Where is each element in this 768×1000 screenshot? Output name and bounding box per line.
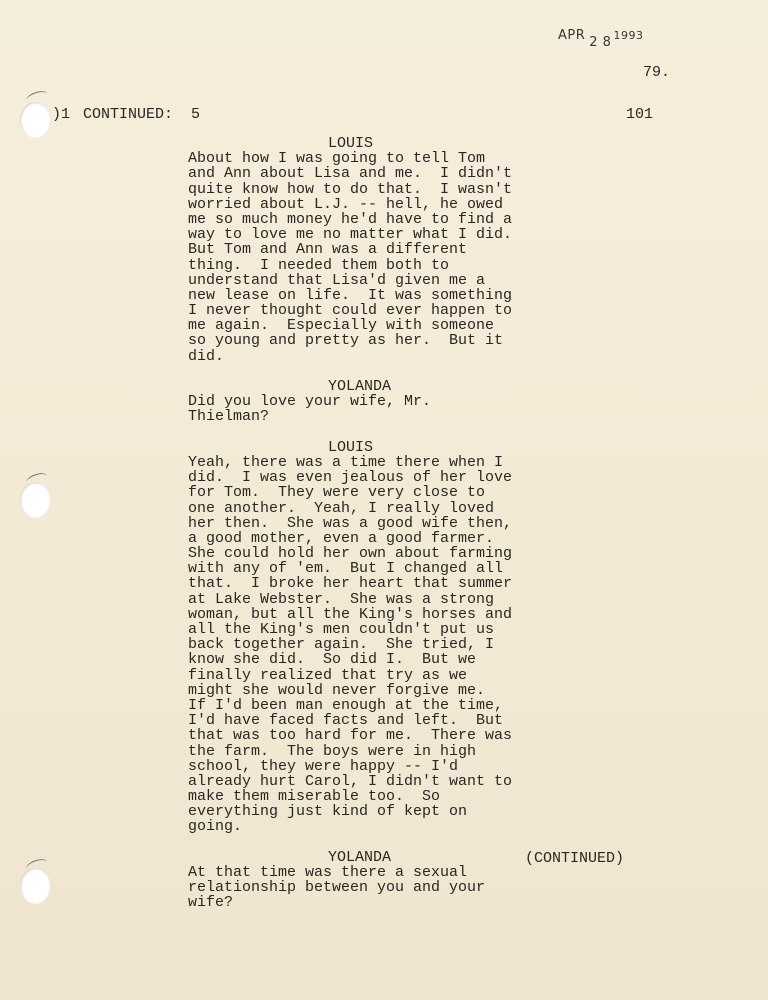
continued-footer: (CONTINUED) <box>525 850 625 867</box>
dialogue-line: at Lake Webster. She was a strong <box>188 590 495 608</box>
dialogue-line: If I'd been man enough at the time, <box>188 696 504 714</box>
dialogue-line: me again. Especially with someone <box>188 317 495 335</box>
binder-hole-top <box>20 102 50 138</box>
character-name: YOLANDA <box>328 378 392 395</box>
dialogue-line: new lease on life. It was something <box>188 286 513 304</box>
dialogue-line: going. <box>188 818 243 836</box>
binder-hole-bottom <box>20 868 50 904</box>
dialogue-line: woman, but all the King's horses and <box>188 605 513 623</box>
dialogue-line: know she did. So did I. But we <box>188 651 477 669</box>
dialogue-line: her then. She was a good wife then, <box>188 514 513 532</box>
stamp-year: 1993 <box>613 29 644 42</box>
block-spacer <box>188 425 568 440</box>
dialogue-line: I never thought could ever happen to <box>188 302 513 320</box>
binder-hole-middle <box>20 482 50 518</box>
character-name: LOUIS <box>328 135 374 152</box>
dialogue-line: so young and pretty as her. But it <box>188 332 504 350</box>
dialogue-line: already hurt Carol, I didn't want to <box>188 772 513 790</box>
stamp-day: 2 8 <box>589 35 612 50</box>
dialogue-line: relationship between you and your <box>188 879 486 897</box>
scene-number-right: 101 <box>626 106 654 123</box>
dialogue-block <box>188 440 568 835</box>
dialogue-line: back together again. She tried, I <box>188 636 495 654</box>
page-number: 79. <box>643 64 671 81</box>
dialogue-line: She could hold her own about farming <box>188 545 513 563</box>
dialogue-line: a good mother, even a good farmer. <box>188 529 495 547</box>
scene-number-left: )1 <box>52 106 71 123</box>
block-spacer <box>188 364 568 379</box>
dialogue-line: that. I broke her heart that summer <box>188 575 513 593</box>
dialogue-line: understand that Lisa'd given me a <box>188 271 486 289</box>
dialogue-line: Did you love your wife, Mr. <box>188 393 432 411</box>
dialogue-line: worried about L.J. -- hell, he owed <box>188 195 504 213</box>
continued-header: CONTINUED: 5 <box>83 106 201 123</box>
dialogue-line: one another. Yeah, I really loved <box>188 499 495 517</box>
character-name: YOLANDA <box>328 848 392 866</box>
dialogue-line: everything just kind of kept on <box>188 803 468 821</box>
dialogue-line: school, they were happy -- I'd <box>188 757 459 775</box>
dialogue-line: did. I was even jealous of her love <box>188 469 513 487</box>
dialogue-line: make them miserable too. So <box>188 788 441 806</box>
dialogue-line: with any of 'em. But I changed all <box>188 560 504 578</box>
dialogue-line: But Tom and Ann was a different <box>188 241 468 259</box>
dialogue-line: I'd have faced facts and left. But <box>188 712 504 730</box>
dialogue-line: that was too hard for me. There was <box>188 727 513 745</box>
dialogue-line: thing. I needed them both to <box>188 256 450 274</box>
dialogue-line: might she would never forgive me. <box>188 681 486 699</box>
dialogue-body <box>188 136 568 911</box>
dialogue-line: Thielman? <box>188 408 270 426</box>
dialogue-line: Yeah, there was a time there when I <box>188 453 504 471</box>
dialogue-line: for Tom. They were very close to <box>188 484 486 502</box>
dialogue-line: finally realized that try as we <box>188 666 468 684</box>
dialogue-line: way to love me no matter what I did. <box>188 226 513 244</box>
dialogue-line: the farm. The boys were in high <box>188 742 477 760</box>
date-stamp <box>558 28 644 50</box>
dialogue-block <box>188 850 568 911</box>
block-spacer <box>188 835 568 850</box>
dialogue-block <box>188 136 568 364</box>
character-name: LOUIS <box>328 438 374 456</box>
dialogue-line: At that time was there a sexual <box>188 864 468 881</box>
dialogue-line: me so much money he'd have to find a <box>188 210 513 228</box>
stamp-month: APR <box>558 28 586 43</box>
dialogue-line: quite know how to do that. I wasn't <box>188 180 513 198</box>
dialogue-line: wife? <box>188 894 234 912</box>
dialogue-line: About how I was going to tell Tom <box>188 150 486 168</box>
dialogue-block <box>188 379 568 425</box>
dialogue-line: did. <box>188 347 225 365</box>
dialogue-line: and Ann about Lisa and me. I didn't <box>188 165 513 183</box>
dialogue-line: all the King's men couldn't put us <box>188 621 495 638</box>
